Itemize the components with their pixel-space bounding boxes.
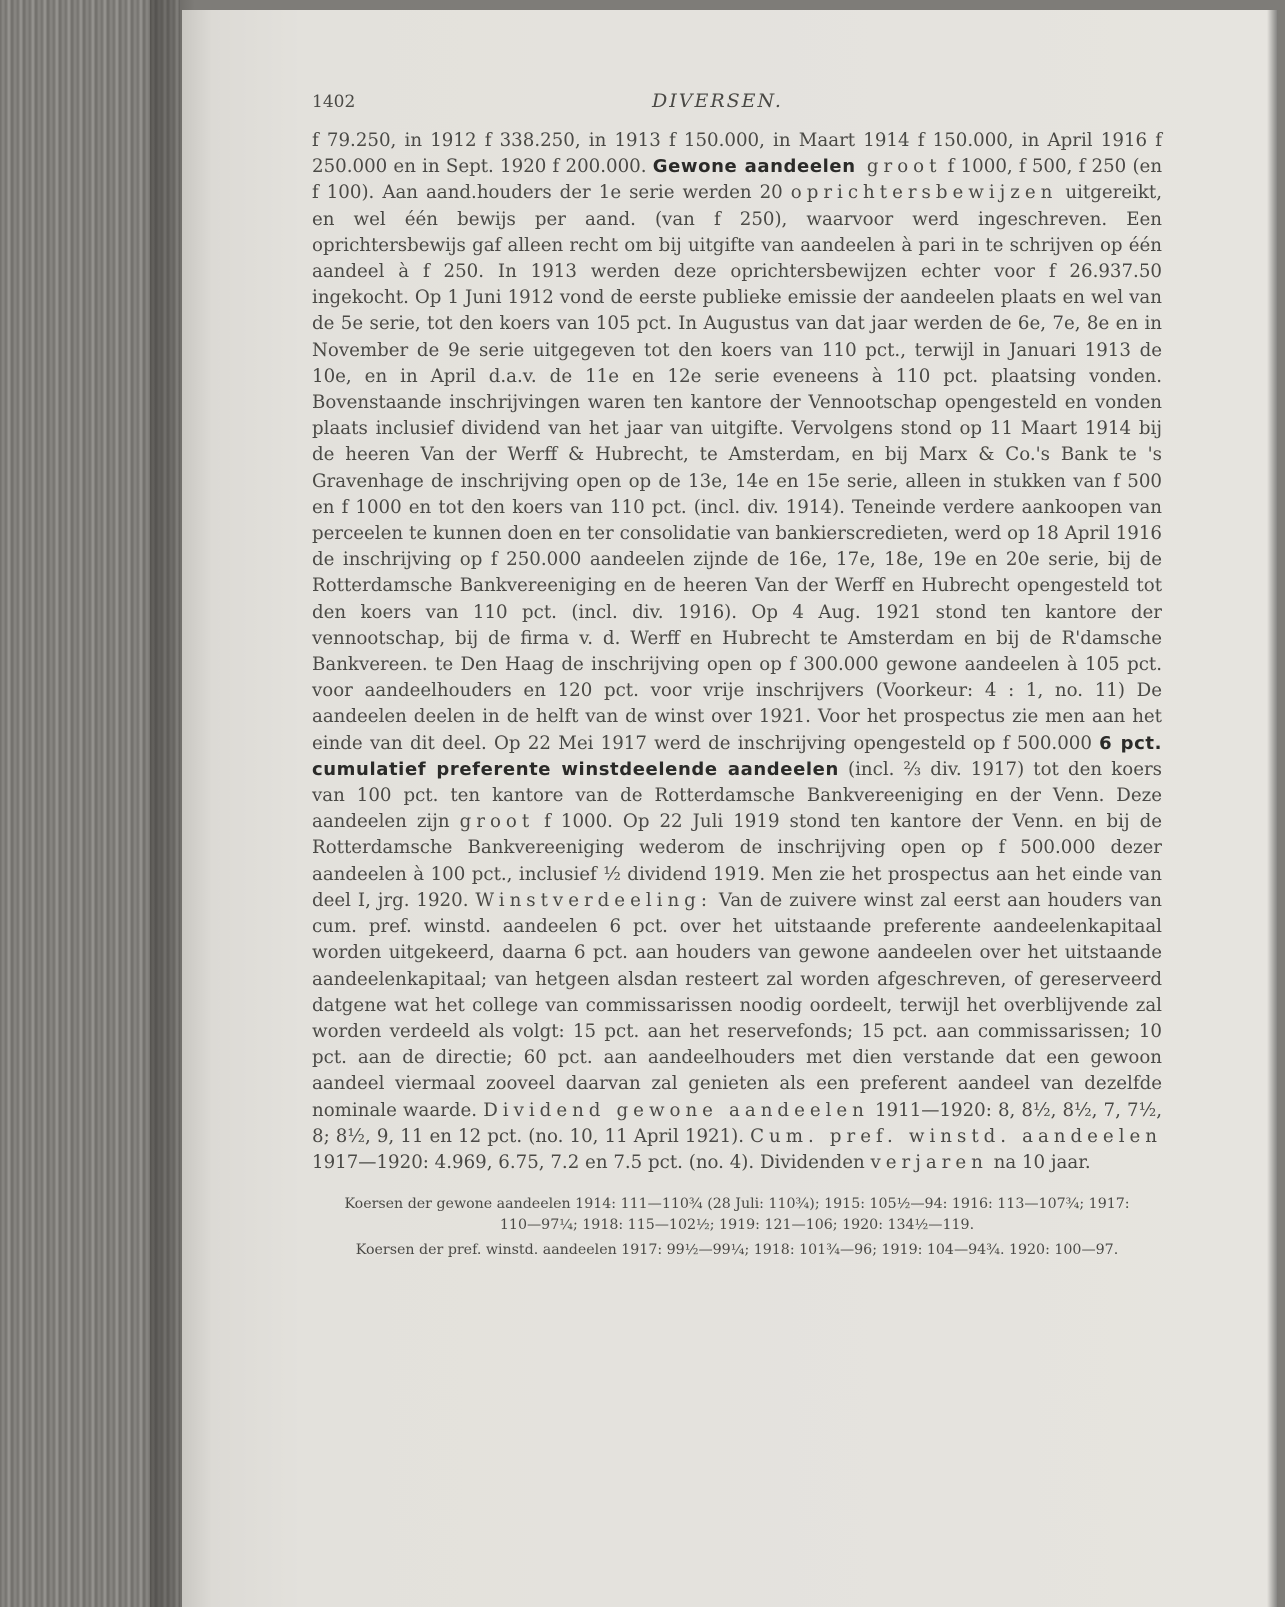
text-segment: f 1000. Op 22 Juli 1919 stond ten kantore der Venn. en bij de Rotterdamsche Bankvereeniging wederom de inschrijving open op f 500.000 dezer aandeelen à 100 pct., inclusief ½ dividend 1919. Men zie het prospectus aan het einde van deel I, jrg. 1920. xyxy=(312,811,1162,911)
spaced-term: oprichtersbewijzen xyxy=(790,182,1058,204)
text-segment: f 79.250, in 1912 f 338.250, in 1913 f 150.000, in Maart 1914 f 150.000, in April 1916 f 250.000 en in Sept. 1920 f 200.000. xyxy=(312,130,1162,178)
spaced-term: Cum. pref. winstd. aandeelen xyxy=(750,1125,1162,1147)
quote-gewone-aandeelen: Koersen der gewone aandeelen 1914: 111—110¾ (28 Juli: 110¾); 1915: 105½—94: 1916: 113—107¾; 1917: 110—97¼; 1918: 115—102½; 1919: 121—106; 1920: 134½—119. xyxy=(344,1196,1130,1234)
text-segment: uitgereikt, en wel één bewijs per aand. (van f 250), waarvoor werd ingeschreven. Een oprichtersbewijs gaf alleen recht om bij uitgifte van aandeelen à pari in te schrijven op één aandeel à f 250. In 1913 werden deze oprichtersbewijzen echter voor f 26.937.50 ingekocht. Op 1 Juni 1912 vond de eerste publieke emissie der aandeelen plaats en wel van de 5e serie, tot den koers van 105 pct. In Augustus van dat jaar werden de 6e, 7e, 8e en in November de 9e serie uitgegeven tot den koers van 110 pct., terwijl in Januari 1913 de 10e, en in April d.a.v. de 11e en 12e serie eveneens à 110 pct. plaatsing vonden. Bovenstaande inschrijvingen waren ten kantore der Vennootschap opengesteld en vonden plaats inclusief dividend van het jaar van uitgifte. Vervolgens stond op 11 Maart 1914 bij de heeren Van der Werff & Hubrecht, te Amsterdam, en bij Marx & Co.'s Bank te 's Gravenhage de inschrijving open op de 13e, 14e en 15e serie, alleen in stukken van f 500 en f 1000 en tot den koers van 110 pct. (incl. div. 1914). Teneinde verdere aankoopen van perceelen te kunnen doen en ter consolidatie van bankierscredieten, werd op 18 April 1916 de inschrijving op f 250.000 aandeelen zijnde de 16e, 17e, 18e, 19e en 20e serie, bij de Rotterdamsche Bankvereeniging en de heeren Van der Werff en Hubrecht opengesteld tot den koers van 110 pct. (incl. div. 1916). Op 4 Aug. 1921 stond ten kantore der vennootschap, bij de firma v. d. Werff en Hubrecht te Amsterdam en bij de R'damsche Bankvereen. te Den Haag de inschrijving open op f 300.000 gewone aandeelen à 105 pct. voor aandeelhouders en 120 pct. voor vrije inschrijvers (Voorkeur: 4 : 1, no. 11) De aandeelen deelen in de helft van de winst over 1921. Voor het prospectus zie men aan het einde van dit deel. Op 22 Mei 1917 werd de inschrijving opengesteld op f 500.000 xyxy=(312,182,1162,754)
body-paragraph xyxy=(312,128,1162,1176)
text-segment: Van de zuivere winst zal eerst aan houders van cum. pref. winstd. aandeelen 6 pct. over het uitstaande preferente aandeelenkapitaal worden uitgekeerd, daarna 6 pct. aan houders van gewone aandeelen over het uitstaande aandeelenkapitaal; van hetgeen alsdan resteert zal worden afgeschreven, of gereserveerd datgene wat het college van commissarissen noodig oordeelt, terwijl het overblijvende zal worden verdeeld als volgt: 15 pct. aan het reservefonds; 15 pct. aan commissarissen; 10 pct. aan de directie; 60 pct. aan aandeelhouders met dien verstande dat een gewoon aandeel viermaal zooveel daarvan zal genieten als een preferent aandeel van dezelfde nominale waarde. xyxy=(312,889,1162,1121)
page-edge-shadow xyxy=(1267,10,1277,1607)
bold-heading-preferente-aandeelen: 6 pct. cumulatief preferente winstdeelende aandeelen xyxy=(312,732,1163,780)
page-number: 1402 xyxy=(312,92,356,112)
text-segment: 1911—1920: 8, 8½, 8½, 7, 7½, 8; 8½, 9, 11 en 12 pct. (no. 10, 11 April 1921). xyxy=(312,1099,1162,1147)
spaced-term: Winstverdeeling: xyxy=(475,889,712,911)
text-segment: na 10 jaar. xyxy=(987,1151,1091,1173)
spaced-term: groot xyxy=(855,156,942,178)
text-segment: (incl. ⅔ div. 1917) tot den koers van 100 pct. ten kantore van de Rotterdamsche Bankvereeniging en der Venn. Deze aandeelen zijn xyxy=(312,758,1162,833)
quote-pref-aandeelen: Koersen der pref. winstd. aandeelen 1917: 99½—99¼; 1918: 101¾—96; 1919: 104—94¾. 1920: 100—97. xyxy=(355,1242,1119,1259)
spaced-term: Dividend gewone aandeelen xyxy=(483,1099,869,1121)
text-segment: f 1000, f 500, f 250 (en f 100). Aan aand.houders der 1e serie werden 20 xyxy=(312,156,1163,204)
spaced-term: verjaren xyxy=(870,1151,988,1173)
bold-heading-gewone-aandeelen: Gewone aandeelen xyxy=(652,156,856,178)
spaced-term: groot xyxy=(459,811,535,833)
price-quotes xyxy=(312,1194,1162,1261)
page-header xyxy=(312,88,1162,128)
book-page xyxy=(182,10,1277,1607)
running-title: DIVERSEN. xyxy=(652,90,783,112)
text-segment: 1917—1920: 4.969, 6.75, 7.2 en 7.5 pct. (no. 4). Dividenden xyxy=(312,1151,871,1173)
page-content xyxy=(312,88,1162,1265)
